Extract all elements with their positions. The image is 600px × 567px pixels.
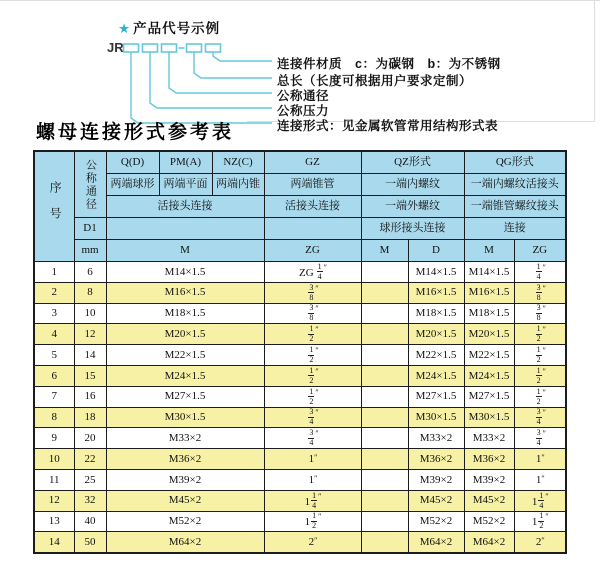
cell-qz-d: M14×1.5 [408,262,464,283]
cell-dn: 40 [74,511,106,532]
cell-qg-zg: $\frac{3}{4}$ ″ [514,407,566,428]
diagram-heading-text: 产品代号示例 [133,21,221,36]
leader-line [194,52,272,78]
cell-qz-d: M30×1.5 [408,407,464,428]
header-qg-sub2: 一端锥管螺纹接头 [464,196,566,218]
cell-qz-m [361,365,408,386]
cell-m: M14×1.5 [106,262,264,283]
cell-seq: 1 [34,262,74,283]
cell-m: M30×1.5 [106,407,264,428]
cell-seq: 6 [34,365,74,386]
cell-qg-m: M45×2 [464,490,514,511]
diagram-label-material: 连接件材质 c：为碳钢 b：为不锈钢 [277,57,501,71]
header-qg-zg: ZG [514,240,566,262]
header-col-nz: NZ(C) [212,151,264,174]
cell-qz-m [361,532,408,553]
cell-qz-m [361,303,408,324]
header-dn: 公称通径 [74,151,106,218]
header-union-conn: 活接头连接 [106,196,264,218]
cell-qg-m: M24×1.5 [464,365,514,386]
header-zg-gz: ZG [264,240,361,262]
cell-seq: 9 [34,428,74,449]
table-row [34,365,566,386]
header-pm-sub: 两端平面 [159,174,212,196]
leader-line [169,52,272,93]
cell-qg-zg: $\frac{1}{2}$ ″ [514,345,566,366]
cell-dn: 12 [74,324,106,345]
cell-gz: $\frac{3}{4}$ ″ [264,428,361,449]
header-qg-conn: 连接 [464,218,566,240]
cell-qg-m: M18×1.5 [464,303,514,324]
cell-gz: ZG $\frac{1}{4}$ ″ [264,262,361,283]
header-qz-sub2: 一端外螺纹 [361,196,464,218]
cell-seq: 2 [34,282,74,303]
code-box [124,44,139,52]
cell-gz: $\frac{1}{2}$ ″ [264,345,361,366]
cell-seq: 12 [34,490,74,511]
header-col-qz: QZ形式 [361,151,464,174]
cell-qz-m [361,428,408,449]
cell-dn: 25 [74,469,106,490]
cell-dn: 15 [74,365,106,386]
cell-qz-m [361,324,408,345]
diagram-label-connection: 连接形式：见金属软管常用结构形式表 [277,119,499,133]
cell-gz: 1 $\frac{1}{4}$ ″ [264,490,361,511]
cell-qg-zg: $\frac{3}{8}$ ″ [514,282,566,303]
cell-dn: 14 [74,345,106,366]
cell-qz-d: M39×2 [408,469,464,490]
cell-qz-d: M20×1.5 [408,324,464,345]
leader-line [131,52,272,123]
nut-connection-reference-table [33,150,567,554]
table-row [34,428,566,449]
cell-m: M16×1.5 [106,282,264,303]
cell-qg-m: M64×2 [464,532,514,553]
code-box [206,44,221,52]
cell-dn: 6 [74,262,106,283]
cell-qg-m: M20×1.5 [464,324,514,345]
cell-m: M33×2 [106,428,264,449]
table-row [34,469,566,490]
cell-qz-d: M33×2 [408,428,464,449]
cell-qz-d: M27×1.5 [408,386,464,407]
cell-m: M22×1.5 [106,345,264,366]
cell-gz: $\frac{1}{2}$ ″ [264,386,361,407]
cell-qz-d: M24×1.5 [408,365,464,386]
header-mm: mm [74,240,106,262]
header-q-sub: 两端球形 [106,174,159,196]
header-empty-gz [264,218,361,240]
header-qz-d: D [408,240,464,262]
cell-dn: 8 [74,282,106,303]
cell-qg-zg: 1 $\frac{1}{4}$ ″ [514,490,566,511]
cell-qg-zg: $\frac{1}{2}$ ″ [514,386,566,407]
cell-qg-zg: $\frac{1}{2}$ ″ [514,324,566,345]
cell-dn: 10 [74,303,106,324]
header-nz-sub: 两端内锥 [212,174,264,196]
table-row [34,324,566,345]
cell-m: M64×2 [106,532,264,553]
cell-qg-m: M16×1.5 [464,282,514,303]
cell-dn: 32 [74,490,106,511]
cell-seq: 10 [34,449,74,470]
table-row [34,386,566,407]
header-col-gz: GZ [264,151,361,174]
cell-qg-m: M22×1.5 [464,345,514,366]
table-row [34,282,566,303]
table-row [34,532,566,553]
cell-qg-m: M33×2 [464,428,514,449]
cell-qg-zg: 1″ [514,469,566,490]
header-seq: 序号 [34,151,74,262]
header-col-q: Q(D) [106,151,159,174]
cell-qg-m: M52×2 [464,511,514,532]
cell-dn: 22 [74,449,106,470]
cell-qz-d: M36×2 [408,449,464,470]
cell-qg-m: M39×2 [464,469,514,490]
diagram-label-length: 总长（长度可根据用户要求定制） [277,74,473,88]
cell-qz-d: M64×2 [408,532,464,553]
cell-m: M27×1.5 [106,386,264,407]
cell-m: M24×1.5 [106,365,264,386]
header-gz-conn: 活接头连接 [264,196,361,218]
cell-qz-m [361,407,408,428]
cell-qg-zg: 2″ [514,532,566,553]
cell-dn: 20 [74,428,106,449]
code-box [162,44,177,52]
header-empty-m [106,218,264,240]
diagram-label-pressure: 公称压力 [277,104,330,118]
table-row [34,511,566,532]
header-col-pm: PM(A) [159,151,212,174]
cell-qz-m [361,345,408,366]
code-prefix: JR [107,40,124,55]
table-row [34,345,566,366]
cell-gz: 1″ [264,469,361,490]
cell-gz: 2″ [264,532,361,553]
cell-qg-zg: $\frac{1}{2}$ ″ [514,365,566,386]
table-row [34,490,566,511]
cell-qg-m: M30×1.5 [464,407,514,428]
cell-m: M36×2 [106,449,264,470]
cell-qg-m: M14×1.5 [464,262,514,283]
diagram-label-diameter: 公称通径 [277,89,330,103]
header-qg-sub1: 一端内螺纹活接头 [464,174,566,196]
cell-qz-d: M18×1.5 [408,303,464,324]
cell-seq: 8 [34,407,74,428]
cell-qz-m [361,469,408,490]
cell-qg-zg: $\frac{1}{4}$ ″ [514,262,566,283]
cell-gz: $\frac{3}{8}$ ″ [264,282,361,303]
cell-seq: 7 [34,386,74,407]
cell-gz: $\frac{3}{8}$ ″ [264,303,361,324]
cell-seq: 4 [34,324,74,345]
table-row [34,262,566,283]
header-m-main: M [106,240,264,262]
cell-dn: 50 [74,532,106,553]
cell-qg-m: M27×1.5 [464,386,514,407]
cell-qg-zg: 1″ [514,449,566,470]
cell-qz-d: M16×1.5 [408,282,464,303]
cell-dn: 18 [74,407,106,428]
cell-qz-m [361,282,408,303]
cell-qz-m [361,262,408,283]
cell-m: M39×2 [106,469,264,490]
cell-gz: 1 $\frac{1}{2}$ ″ [264,511,361,532]
cell-qz-d: M52×2 [408,511,464,532]
cell-qg-zg: 1 $\frac{1}{2}$ ″ [514,511,566,532]
cell-seq: 14 [34,532,74,553]
cell-seq: 5 [34,345,74,366]
header-qz-m: M [361,240,408,262]
code-box [143,44,158,52]
cell-qz-m [361,490,408,511]
cell-gz: $\frac{1}{2}$ ″ [264,365,361,386]
header-qz-sub1: 一端内螺纹 [361,174,464,196]
table-row [34,407,566,428]
header-col-qg: QG形式 [464,151,566,174]
cell-gz: $\frac{1}{2}$ ″ [264,324,361,345]
cell-qz-d: M45×2 [408,490,464,511]
cell-qg-zg: $\frac{3}{4}$ ″ [514,428,566,449]
table-title: 螺母连接形式参考表 [36,122,235,143]
leader-line [213,52,272,61]
cell-qg-zg: $\frac{3}{8}$ ″ [514,303,566,324]
cell-seq: 11 [34,469,74,490]
table-row [34,303,566,324]
star-icon: ★ [118,21,132,36]
cell-gz: $\frac{3}{4}$ ″ [264,407,361,428]
cell-qz-m [361,386,408,407]
header-qg-m: M [464,240,514,262]
cell-seq: 3 [34,303,74,324]
cell-dn: 16 [74,386,106,407]
code-box [187,44,202,52]
header-d1: D1 [74,218,106,240]
cell-qg-m: M36×2 [464,449,514,470]
header-qz-conn: 球形接头连接 [361,218,464,240]
cell-m: M52×2 [106,511,264,532]
cell-seq: 13 [34,511,74,532]
cell-qz-d: M22×1.5 [408,345,464,366]
cell-qz-m [361,449,408,470]
table-row [34,449,566,470]
cell-m: M45×2 [106,490,264,511]
cell-m: M18×1.5 [106,303,264,324]
cell-gz: 1″ [264,449,361,470]
cell-qz-m [361,511,408,532]
cell-m: M20×1.5 [106,324,264,345]
header-gz-sub: 两端锥管 [264,174,361,196]
